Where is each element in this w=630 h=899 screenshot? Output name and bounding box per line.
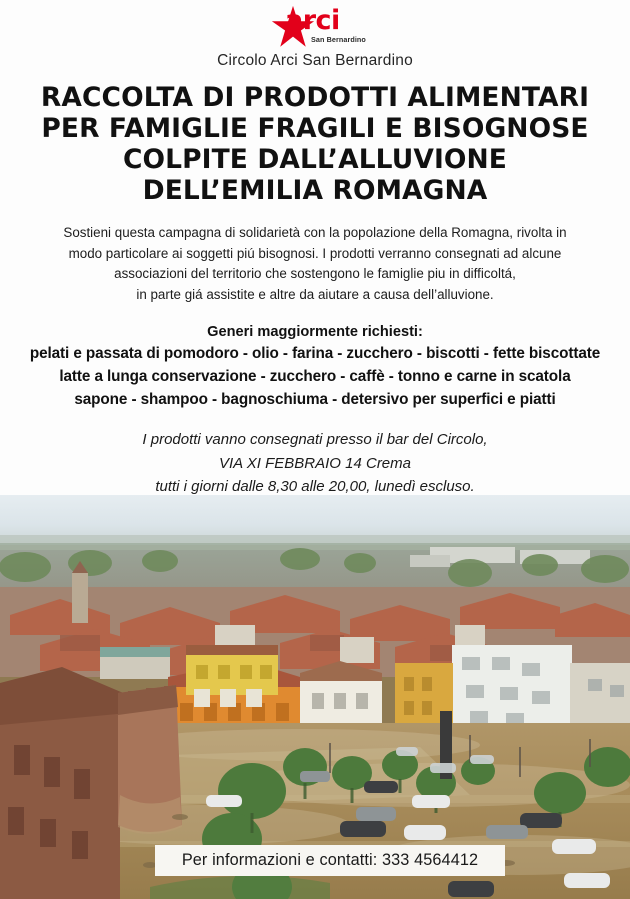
flood-photo-illustration — [0, 495, 630, 899]
intro-line-3: associazioni del territorio che sostengono le famiglie piu in difficoltá, — [114, 266, 516, 282]
delivery-line-1: I prodotti vanno consegnati presso il bar del Circolo, — [142, 431, 488, 449]
intro-line-2: modo particolare ai soggetti piú bisognosi. I prodotti verranno consegnati ad alcune — [68, 245, 562, 261]
headline-line-2: PER FAMIGLIE FRAGILI E BISOGNOSE — [41, 113, 589, 144]
requested-goods-list — [0, 322, 630, 413]
arci-logo — [0, 0, 630, 70]
logo-subtitle: San Bernardino — [311, 35, 366, 44]
page-title — [0, 82, 630, 206]
goods-line-2: latte a lunga conservazione - zucchero - caffè - tonno e carne in scatola — [59, 368, 571, 386]
logo-mark — [267, 5, 366, 48]
intro-paragraph — [0, 223, 630, 306]
headline-line-1: RACCOLTA DI PRODOTTI ALIMENTARI — [40, 82, 590, 113]
delivery-address: VIA XI FEBBRAIO 14 Crema — [218, 454, 411, 472]
delivery-hours: tutti i giorni dalle 8,30 alle 20,00, lunedì escluso. — [155, 478, 475, 496]
goods-title: Generi maggiormente richiesti: — [207, 323, 423, 340]
contact-banner — [155, 845, 505, 876]
contact-text: Per informazioni e contatti: 333 4564412 — [181, 851, 479, 869]
goods-line-1: pelati e passata di pomodoro - olio - farina - zucchero - biscotti - fette biscottate — [29, 345, 601, 363]
organization-name: Circolo Arci San Bernardino — [217, 52, 413, 69]
intro-line-1: Sostieni questa campagna di solidarietà con la popolazione della Romagna, rivolta in — [63, 225, 567, 240]
intro-line-4: in parte giá assistite e altre da aiutare a causa dell’alluvione. — [136, 286, 494, 302]
headline-line-4: DELL’EMILIA ROMAGNA — [142, 175, 488, 206]
headline-line-3: COLPITE DALL’ALLUVIONE — [122, 144, 508, 175]
logo-wordmark: arci — [285, 5, 340, 36]
delivery-info — [0, 428, 630, 498]
goods-line-3: sapone - shampoo - bagnoschiuma - detersivo per superfici e piatti — [74, 391, 556, 409]
flood-photograph — [0, 495, 630, 899]
